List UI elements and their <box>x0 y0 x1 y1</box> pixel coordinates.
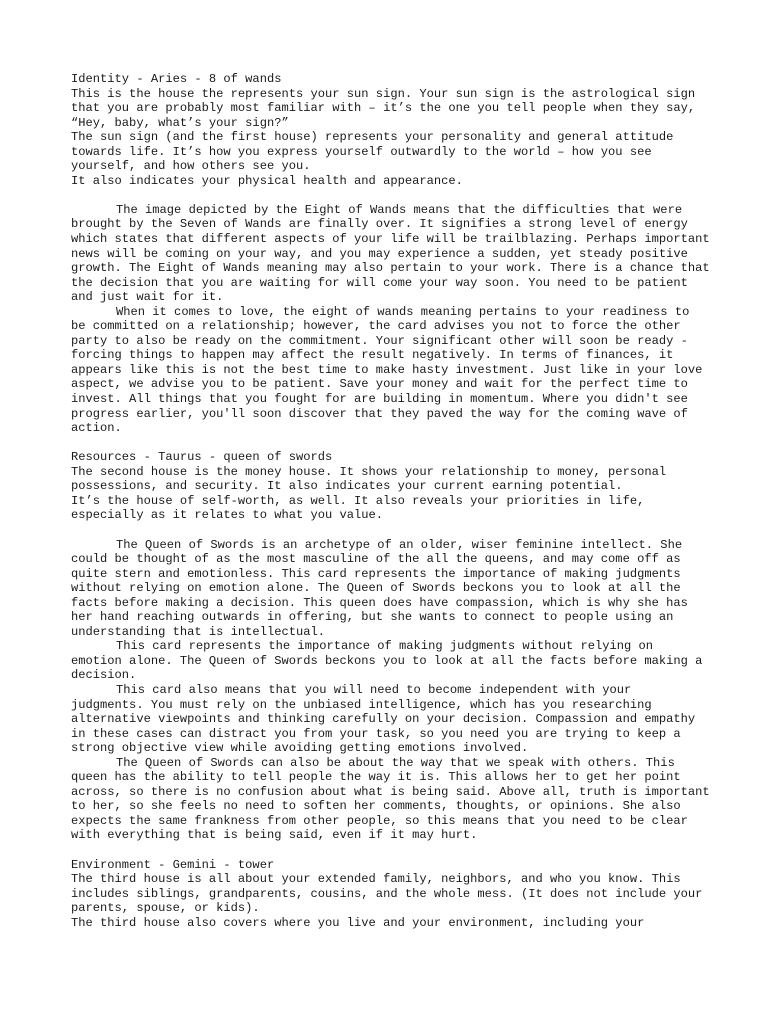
section-environment <box>71 858 711 931</box>
section-identity <box>71 72 711 436</box>
section-intro <box>71 872 711 930</box>
indented-paragraph: The Queen of Swords is an archetype of an older, wiser feminine intellect. She could be thought of as the most masculine of the all the queens, and may come off as quite stern and emotionless. This card represents the importance of making judgments without relying on emotion alone. The Queen of Swords beckons you to look at all the facts before making a decision. This queen does have compassion, which is why she has her hand reaching outwards in offering, but she wants to connect to people using an understanding that is intellectual. <box>71 537 688 639</box>
section-heading: Environment - Gemini - tower <box>71 857 275 872</box>
section-intro <box>71 87 711 189</box>
section-resources <box>71 450 711 843</box>
section-heading: Resources - Taurus - queen of swords <box>71 450 333 465</box>
indented-paragraph: This card also means that you will need to become independent with your judgments. You must rely on the unbiased intelligence, which has you researching alternative viewpoints and thinking carefully on your decision. Compassion and empathy in these cases can distract you from your task, so you need you are trying to keep a strong objective view while avoiding getting emotions involved. <box>71 682 696 756</box>
paragraph: It’s the house of self-worth, as well. It also reveals your priorities in life, especially as it relates to what you value. <box>71 493 645 523</box>
paragraph: This is the house the represents your sun sign. Your sun sign is the astrological sign that you are probably most familiar with – it’s the one you tell people when they say, “Hey, baby, what’s your sign?” <box>71 86 696 130</box>
card-reading <box>71 538 711 843</box>
paragraph: The sun sign (and the first house) represents your personality and general attitude towards life. It’s how you express yourself outwardly to the world – how you see yourself, and how others see you. <box>71 130 674 174</box>
indented-paragraph: The Queen of Swords can also be about the way that we speak with others. This queen has the ability to tell people the way it is. This allows her to get her point across, so there is no confusion about what is being said. Above all, truth is important to her, so she feels no need to soften her comments, thoughts, or opinions. She also expects the same frankness from other people, so this means that you need to be clear with everything that is being said, even if it may hurt. <box>71 755 710 843</box>
paragraph: It also indicates your physical health and appearance. <box>71 173 463 188</box>
section-heading: Identity - Aries - 8 of wands <box>71 72 282 86</box>
indented-paragraph: This card represents the importance of making judgments without relying on emotion alone. The Queen of Swords beckons you to look at all the facts before making a decision. <box>71 639 703 683</box>
indented-paragraph: When it comes to love, the eight of wands meaning pertains to your readiness to be committed on a relationship; however, the card advises you not to force the other party to also be ready on the commitment. Your significant other will soon be ready - forcing things to happen may affect the result negatively. In terms of finances, it appears like this is not the best time to make hasty investment. Just like in your love aspect, we advise you to be patient. Save your money and wait for the perfect time to invest. All things that you fought for are building in momentum. Where you didn't see progress earlier, you'll soon discover that they paved the way for the coming wave of action. <box>71 304 703 436</box>
paragraph: The second house is the money house. It shows your relationship to money, personal possessions, and security. It also indicates your current earning potential. <box>71 464 667 494</box>
paragraph: The third house is all about your extended family, neighbors, and who you know. This includes siblings, grandparents, cousins, and the whole mess. (It does not include your parents, spouse, or kids). <box>71 872 703 916</box>
document-page <box>71 72 711 945</box>
section-intro <box>71 465 711 523</box>
indented-paragraph: The image depicted by the Eight of Wands means that the difficulties that were brought by the Seven of Wands are finally over. It signifies a strong level of energy which states that different aspects of your life will be trailblazing. Perhaps important news will be coming on your way, and you may experience a sudden, yet steady positive growth. The Eight of Wands meaning may also pertain to your work. There is a chance that the decision that you are waiting for will come your way soon. You need to be patient and just wait for it. <box>71 202 710 305</box>
paragraph: The third house also covers where you live and your environment, including your <box>71 915 645 930</box>
card-reading <box>71 203 711 436</box>
